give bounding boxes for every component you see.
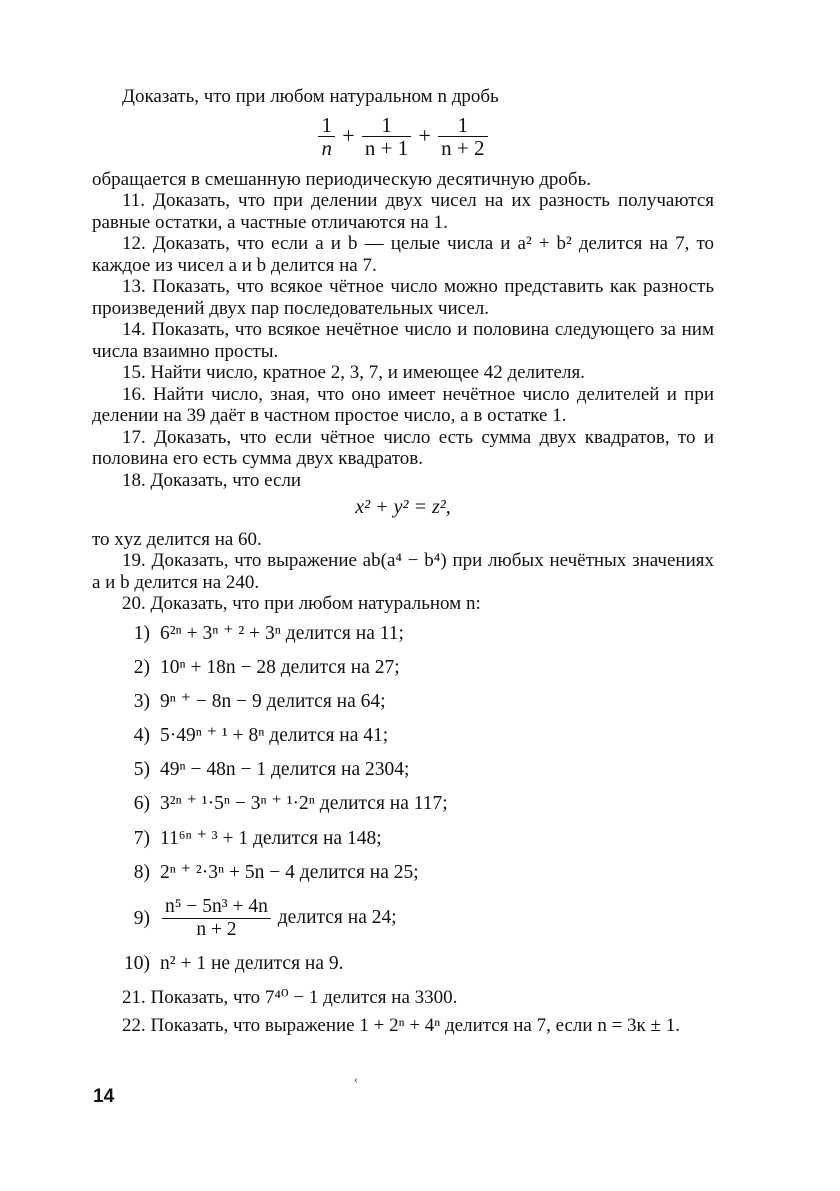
problem-21: 21. Показать, что 7⁴⁰ − 1 делится на 3300. bbox=[122, 987, 458, 1009]
problem-20: 20. Доказать, что при любом натуральном n: bbox=[122, 593, 481, 614]
fraction-1: $\frac{1}{n}$ bbox=[318, 114, 335, 159]
list-item: 8) 2ⁿ ⁺ ²·3ⁿ + 5n − 4 делится на 25; bbox=[133, 861, 419, 883]
plus-sign: + bbox=[342, 123, 355, 149]
fraction-2: $\frac{1}{n + 1}$ bbox=[362, 114, 411, 159]
problem-20-items bbox=[92, 623, 714, 975]
problem-19: 19. Доказать, что выражение ab(a⁴ − b⁴) при любых нечётных значениях a и b делится на 240. bbox=[92, 550, 714, 593]
stray-mark: ‹ bbox=[354, 1072, 358, 1086]
problem-15: 15. Найти число, кратное 2, 3, 7, и имеющее 42 делителя. bbox=[122, 362, 585, 383]
problem-16: 16. Найти число, зная, что оно имеет нечётное число делителей и при делении на 39 даёт в частном простое число, а в остатке 1. bbox=[92, 383, 714, 426]
fraction-item-9: $\frac{\text{n⁵ − 5n³ + 4n}}{n + 2}$ bbox=[162, 896, 271, 941]
problem-12: 12. Доказать, что если a и b — целые числа и a² + b² делится на 7, то каждое из чисел a и b делится на 7. bbox=[92, 233, 714, 276]
problem-14: 14. Показать, что всякое нечётное число и половина следующего за ним числа взаимно просты. bbox=[92, 319, 714, 362]
list-item: 2) 10ⁿ + 18n − 28 делится на 27; bbox=[133, 656, 400, 678]
list-item: 3) 9ⁿ ⁺ − 8n − 9 делится на 64; bbox=[133, 690, 386, 712]
list-item: 10) n² + 1 не делится на 9. bbox=[124, 953, 344, 974]
problem-10-statement: Доказать, что при любом натуральном n дробь bbox=[122, 86, 499, 107]
fraction-3: $\frac{1}{n + 2}$ bbox=[438, 114, 487, 159]
list-item: 1) 6²ⁿ + 3ⁿ ⁺ ² + 3ⁿ делится на 11; bbox=[133, 622, 404, 644]
problem-18: 18. Доказать, что если bbox=[122, 469, 302, 491]
problem-13: 13. Показать, что всякое чётное число можно представить как разность произведений двух пар последовательных чисел. bbox=[92, 276, 714, 319]
plus-sign: + bbox=[418, 123, 431, 149]
list-item: 7) 11⁶ⁿ ⁺ ³ + 1 делится на 148; bbox=[133, 827, 382, 849]
list-item: 6) 3²ⁿ ⁺ ¹·5ⁿ − 3ⁿ ⁺ ¹·2ⁿ делится на 117; bbox=[133, 793, 448, 815]
problem-10-formula bbox=[92, 114, 714, 159]
page-number: 14 bbox=[93, 1086, 115, 1107]
problem-18-tail: то xyz делится на 60. bbox=[92, 528, 262, 550]
page-body bbox=[92, 86, 714, 1036]
list-item: 4) 5·49ⁿ ⁺ ¹ + 8ⁿ делится на 41; bbox=[133, 725, 389, 747]
problem-10-tail: обращается в смешанную периодическую десятичную дробь. bbox=[92, 168, 592, 190]
list-item: 5) 49ⁿ − 48n − 1 делится на 2304; bbox=[133, 759, 410, 781]
problem-22: 22. Показать, что выражение 1 + 2ⁿ + 4ⁿ делится на 7, если n = 3к ± 1. bbox=[122, 1014, 680, 1036]
problem-18-formula: x² + y² = z², bbox=[355, 496, 451, 518]
problem-17: 17. Доказать, что если чётное число есть сумма двух квадратов, то и половина его есть сумма двух квадратов. bbox=[92, 426, 714, 469]
list-item: 9) $\frac{\text{n⁵ − 5n³ + 4n}}{n + 2}$ делится на 24; bbox=[133, 896, 397, 940]
problem-11: 11. Доказать, что при делении двух чисел на их разность получаются равные остатки, а частные отличаются на 1. bbox=[92, 190, 714, 233]
